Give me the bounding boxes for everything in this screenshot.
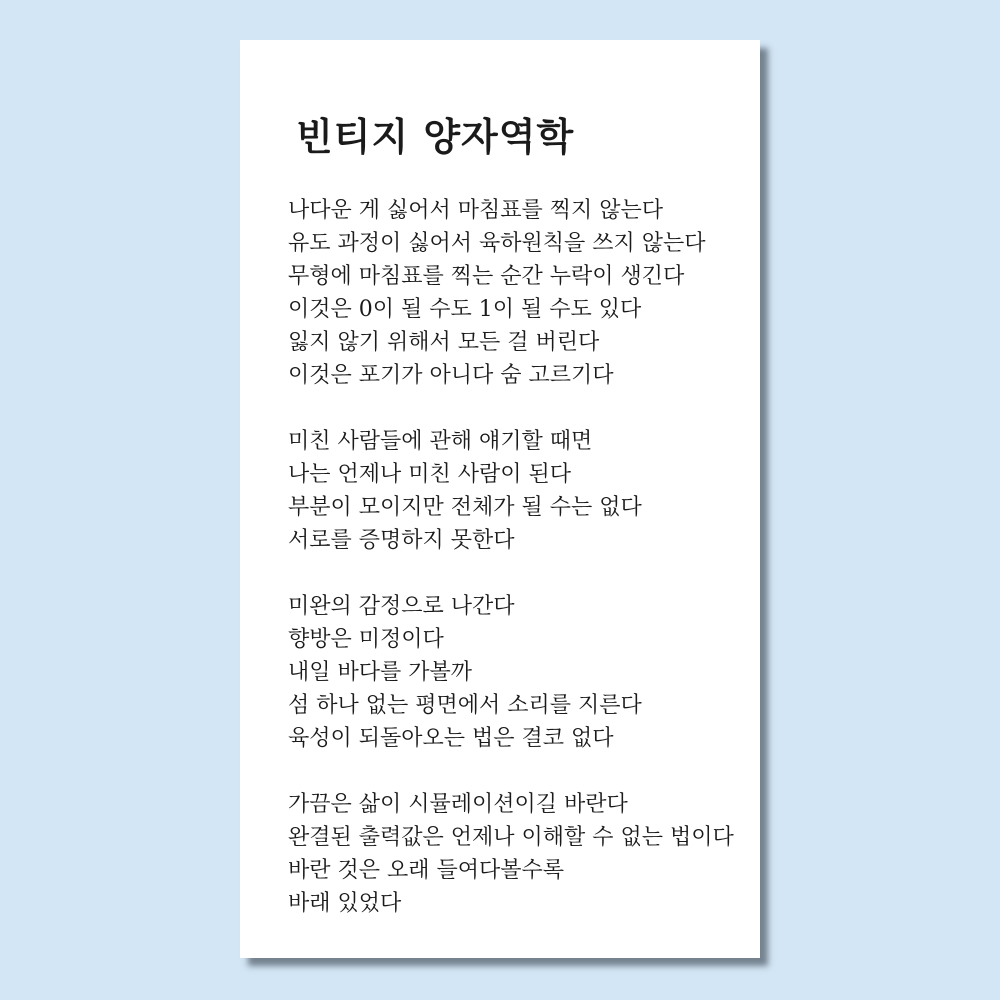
stanza-2 [288, 425, 754, 557]
poem-line: 완결된 출력값은 언제나 이해할 수 없는 법이다 [288, 825, 734, 850]
poem-body [288, 194, 754, 953]
poem-line: 섬 하나 없는 평면에서 소리를 지른다 [288, 693, 642, 718]
poem-line: 육성이 되돌아오는 법은 결코 없다 [288, 726, 614, 751]
poem-line: 향방은 미정이다 [288, 627, 444, 652]
poem-line: 바래 있었다 [288, 891, 402, 916]
poem-title: 빈티지 양자역학 [296, 114, 575, 159]
poem-line: 미친 사람들에 관해 얘기할 때면 [288, 429, 593, 454]
poem-line: 가끔은 삶이 시뮬레이션이길 바란다 [288, 792, 628, 817]
poem-card [240, 40, 760, 958]
poem-line: 내일 바다를 가볼까 [288, 660, 473, 685]
poem-line: 나는 언제나 미친 사람이 된다 [288, 462, 571, 487]
stanza-1 [288, 194, 754, 392]
poem-line: 이것은 0이 될 수도 1이 될 수도 있다 [288, 297, 642, 322]
poem-line: 나다운 게 싫어서 마침표를 찍지 않는다 [288, 198, 663, 223]
stanza-3 [288, 590, 754, 755]
poem-line: 부분이 모이지만 전체가 될 수는 없다 [288, 495, 642, 520]
poem-line: 이것은 포기가 아니다 숨 고르기다 [288, 363, 614, 388]
stanza-4 [288, 788, 754, 920]
poem-line: 바란 것은 오래 들여다볼수록 [288, 858, 565, 883]
poem-line: 유도 과정이 싫어서 육하원칙을 쓰지 않는다 [288, 231, 706, 256]
poem-line: 서로를 증명하지 못한다 [288, 528, 515, 553]
poem-line: 무형에 마침표를 찍는 순간 누락이 생긴다 [288, 264, 685, 289]
poem-line: 잃지 않기 위해서 모든 걸 버린다 [288, 330, 600, 355]
poem-line: 미완의 감정으로 나간다 [288, 594, 515, 619]
